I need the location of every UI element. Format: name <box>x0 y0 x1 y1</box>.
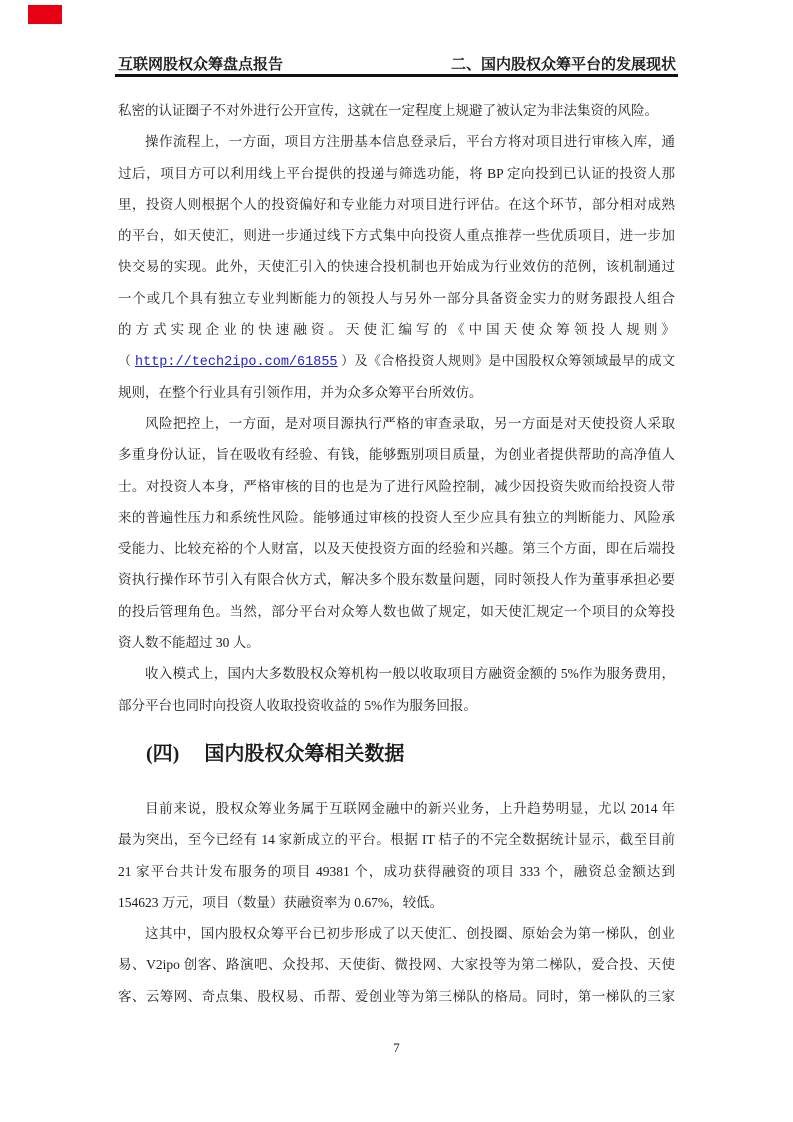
body-line: 资执行操作环节引入有限合伙方式，解决多个股东数量问题，同时领投人作为董事承担必要 <box>118 572 675 588</box>
header-divider <box>115 74 678 77</box>
body-line: 最为突出，至今已经有 14 家新成立的平台。根据 IT 桔子的不完全数据统计显示，截至目前 <box>118 832 675 848</box>
page-number: 7 <box>393 1040 400 1055</box>
body-line: 资人数不能超过 30 人。 <box>118 635 260 651</box>
body-line: 来的普遍性压力和系统性风险。能够通过审核的投资人至少应具有独立的判断能力、风险承 <box>118 509 675 525</box>
body-line: 快交易的实现。此外，天使汇引入的快速合投机制也开始成为行业效仿的范例，该机制通过 <box>118 259 675 275</box>
body-line: 的投后管理角色。当然，部分平台对众筹人数也做了规定，如天使汇规定一个项目的众筹投 <box>118 603 675 619</box>
body-line: 里，投资人则根据个人的投资偏好和专业能力对项目进行评估。在这个环节，部分相对成熟 <box>118 196 675 212</box>
paragraph-block-2 <box>118 793 675 1012</box>
body-line-with-link <box>118 345 675 376</box>
section-title: 国内股权众筹相关数据 <box>204 743 405 765</box>
link-suffix: ）及《合格投资人规则》是中国股权众筹领域最早的成文 <box>337 353 675 369</box>
section-heading <box>146 740 404 768</box>
body-line: 多重身份认证，旨在吸收有经验、有钱，能够甄别项目质量，为创业者提供帮助的高净值人 <box>118 447 675 463</box>
body-line: 收入模式上，国内大多数股权众筹机构一般以收取项目方融资金额的 5%作为服务费用， <box>145 666 675 682</box>
paragraph-block-1 <box>118 95 675 721</box>
tech2ipo-link[interactable]: http://tech2ipo.com/61855 <box>135 355 338 371</box>
body-line: 规则，在整个行业具有引领作用，并为众多众筹平台所效仿。 <box>118 384 483 400</box>
red-marker <box>28 5 62 24</box>
body-line: 受能力、比较充裕的个人财富，以及天使投资方面的经验和兴趣。第三个方面，即在后端投 <box>118 541 675 557</box>
body-line: 士。对投资人本身，严格审核的目的也是为了进行风险控制，减少因投资失败而给投资人带 <box>118 478 675 494</box>
body-line: 客、云筹网、奇点集、股权易、币帮、爱创业等为第三梯队的格局。同时，第一梯队的三家 <box>118 988 675 1004</box>
body-line: 风险把控上，一方面，是对项目源执行严格的审查录取，另一方面是对天使投资人采取 <box>145 415 675 431</box>
body-line: 这其中，国内股权众筹平台已初步形成了以天使汇、创投圈、原始会为第一梯队，创业 <box>145 926 675 942</box>
body-line: 一个或几个具有独立专业判断能力的领投人与另外一部分具备资金实力的财务跟投人组合 <box>118 290 675 306</box>
link-prefix: （ <box>118 353 135 369</box>
body-line: 部分平台也同时向投资人收取投资收益的 5%作为服务回报。 <box>118 697 477 713</box>
body-line: 的方式实现企业的快速融资。天使汇编写的《中国天使众筹领投人规则》 <box>118 322 675 338</box>
body-line: 154623 万元，项目（数量）获融资率为 0.67%，较低。 <box>118 894 444 910</box>
body-line: 操作流程上，一方面，项目方注册基本信息登录后，平台方将对项目进行审核入库，通 <box>145 134 675 150</box>
body-line: 目前来说，股权众筹业务属于互联网金融中的新兴业务，上升趋势明显，尤以 2014 年 <box>145 801 675 816</box>
body-line: 私密的认证圈子不对外进行公开宣传，这就在一定程度上规避了被认定为非法集资的风险。 <box>118 103 658 118</box>
report-title: 互联网股权众筹盘点报告 <box>118 57 284 73</box>
body-line: 21 家平台共计发布服务的项目 49381 个，成功获得融资的项目 333 个，融资总金额达到 <box>118 863 675 879</box>
body-line: 的平台，如天使汇，则进一步通过线下方式集中向投资人重点推荐一些优质项目，进一步加 <box>118 228 675 244</box>
page-header <box>118 56 676 74</box>
body-line: 过后，项目方可以利用线上平台提供的投递与筛选功能，将 BP 定向投到已认证的投资人那 <box>118 165 675 181</box>
chapter-title: 二、国内股权众筹平台的发展现状 <box>450 57 676 73</box>
section-numeral: (四) <box>146 743 180 765</box>
body-line: 易、V2ipo 创客、路演吧、众投邦、天使街、微投网、大家投等为第二梯队，爱合投、天使 <box>118 957 675 973</box>
